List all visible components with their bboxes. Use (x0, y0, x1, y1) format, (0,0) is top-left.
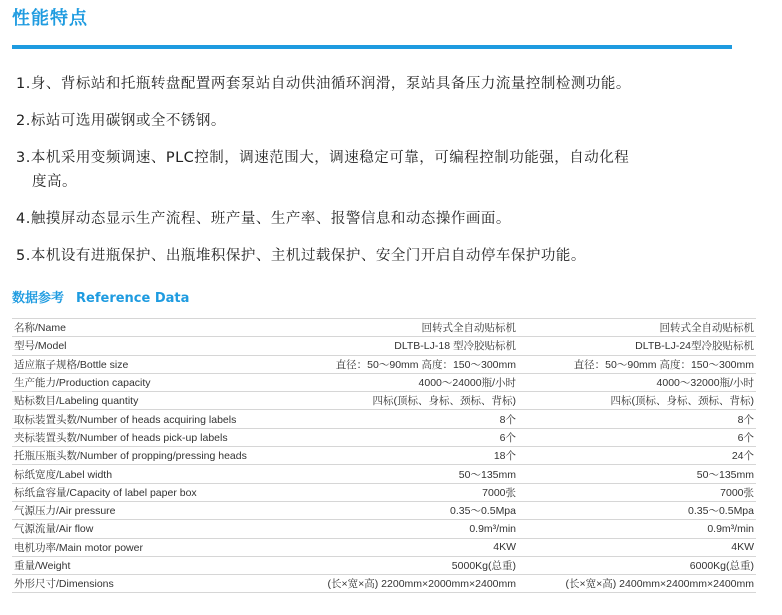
spec-cell-v2: (长×宽×高) 2400mm×2400mm×2400mm (518, 575, 756, 593)
spec-cell-name: 气源流量/Air flow (12, 520, 276, 538)
feature-item (16, 146, 746, 194)
table-row (12, 465, 756, 483)
table-row (12, 355, 756, 373)
feature-text-continued: 度高。 (32, 174, 77, 190)
spec-cell-v1: 直径：50～90mm 高度：150～300mm (276, 355, 518, 373)
feature-item (16, 244, 746, 268)
table-row (12, 392, 756, 410)
spec-cell-v1: 0.35～0.5Mpa (276, 501, 518, 519)
spec-cell-v1: 5000Kg(总重) (276, 556, 518, 574)
spec-cell-v2: 0.35～0.5Mpa (518, 501, 756, 519)
feature-text: 4.触摸屏动态显示生产流程、班产量、生产率、报警信息和动态操作画面。 (16, 211, 511, 227)
spec-cell-v2: 6个 (518, 428, 756, 446)
spec-cell-v1: (长×宽×高) 2200mm×2000mm×2400mm (276, 575, 518, 593)
table-row (12, 319, 756, 337)
feature-text: 1.身、背标站和托瓶转盘配置两套泵站自动供油循环润滑，泵站具备压力流量控制检测功能。 (16, 76, 631, 92)
spec-cell-name: 标纸宽度/Label width (12, 465, 276, 483)
table-row (12, 501, 756, 519)
spec-cell-name: 气源压力/Air pressure (12, 501, 276, 519)
feature-item (16, 109, 746, 133)
spec-cell-name: 取标装置头数/Number of heads acquiring labels (12, 410, 276, 428)
spec-cell-v2: 4KW (518, 538, 756, 556)
table-row (12, 556, 756, 574)
spec-cell-v1: DLTB-LJ-18 型冷胶贴标机 (276, 337, 518, 355)
feature-item (16, 72, 746, 96)
table-row (12, 538, 756, 556)
table-row (12, 483, 756, 501)
spec-cell-name: 贴标数目/Labeling quantity (12, 392, 276, 410)
section-title: 性能特点 (12, 8, 88, 29)
spec-cell-v2: 6000Kg(总重) (518, 556, 756, 574)
spec-cell-v2: 直径：50～90mm 高度：150～300mm (518, 355, 756, 373)
spec-cell-v1: 四标(顶标、身标、颈标、背标) (276, 392, 518, 410)
spec-cell-v2: 7000张 (518, 483, 756, 501)
feature-text: 3.本机采用变频调速、PLC控制，调速范围大，调速稳定可靠，可编程控制功能强，自动化程 (16, 150, 630, 166)
spec-cell-v1: 回转式全自动贴标机 (276, 319, 518, 337)
spec-cell-name: 重量/Weight (12, 556, 276, 574)
table-row (12, 575, 756, 593)
spec-cell-name: 外形尺寸/Dimensions (12, 575, 276, 593)
spec-cell-v1: 4000～24000瓶/小时 (276, 373, 518, 391)
spec-cell-v1: 8个 (276, 410, 518, 428)
data-title-cn: 数据参考 (12, 291, 65, 306)
spec-cell-v2: 0.9m³/min (518, 520, 756, 538)
spec-cell-v1: 50～135mm (276, 465, 518, 483)
spec-cell-v1: 6个 (276, 428, 518, 446)
spec-cell-v1: 0.9m³/min (276, 520, 518, 538)
title-rule (12, 45, 732, 49)
feature-text: 5.本机设有进瓶保护、出瓶堆积保护、主机过载保护、安全门开启自动停车保护功能。 (16, 248, 586, 264)
data-section-title (12, 287, 189, 306)
spec-cell-v2: DLTB-LJ-24型冷胶贴标机 (518, 337, 756, 355)
spec-cell-name: 生产能力/Production capacity (12, 373, 276, 391)
spec-cell-v2: 8个 (518, 410, 756, 428)
spec-cell-name: 托瓶压瓶头数/Number of propping/pressing heads (12, 447, 276, 465)
spec-cell-v2: 50～135mm (518, 465, 756, 483)
spec-cell-name: 适应瓶子规格/Bottle size (12, 355, 276, 373)
table-row (12, 520, 756, 538)
feature-text: 2.标站可选用碳钢或全不锈钢。 (16, 113, 226, 129)
feature-list (16, 72, 746, 281)
spec-cell-name: 标纸盒容量/Capacity of label paper box (12, 483, 276, 501)
table-row (12, 447, 756, 465)
table-row (12, 337, 756, 355)
spec-cell-v2: 4000～32000瓶/小时 (518, 373, 756, 391)
table-row (12, 410, 756, 428)
spec-cell-v2: 四标(顶标、身标、颈标、背标) (518, 392, 756, 410)
spec-cell-v1: 7000张 (276, 483, 518, 501)
feature-item (16, 207, 746, 231)
spec-cell-name: 电机功率/Main motor power (12, 538, 276, 556)
spec-cell-v1: 18个 (276, 447, 518, 465)
data-title-en: Reference Data (76, 291, 190, 306)
spec-cell-name: 夹标装置头数/Number of heads pick-up labels (12, 428, 276, 446)
table-row (12, 373, 756, 391)
spec-cell-v2: 回转式全自动贴标机 (518, 319, 756, 337)
table-row (12, 428, 756, 446)
spec-cell-v1: 4KW (276, 538, 518, 556)
spec-cell-name: 名称/Name (12, 319, 276, 337)
spec-cell-name: 型号/Model (12, 337, 276, 355)
spec-table (12, 318, 756, 593)
spec-cell-v2: 24个 (518, 447, 756, 465)
